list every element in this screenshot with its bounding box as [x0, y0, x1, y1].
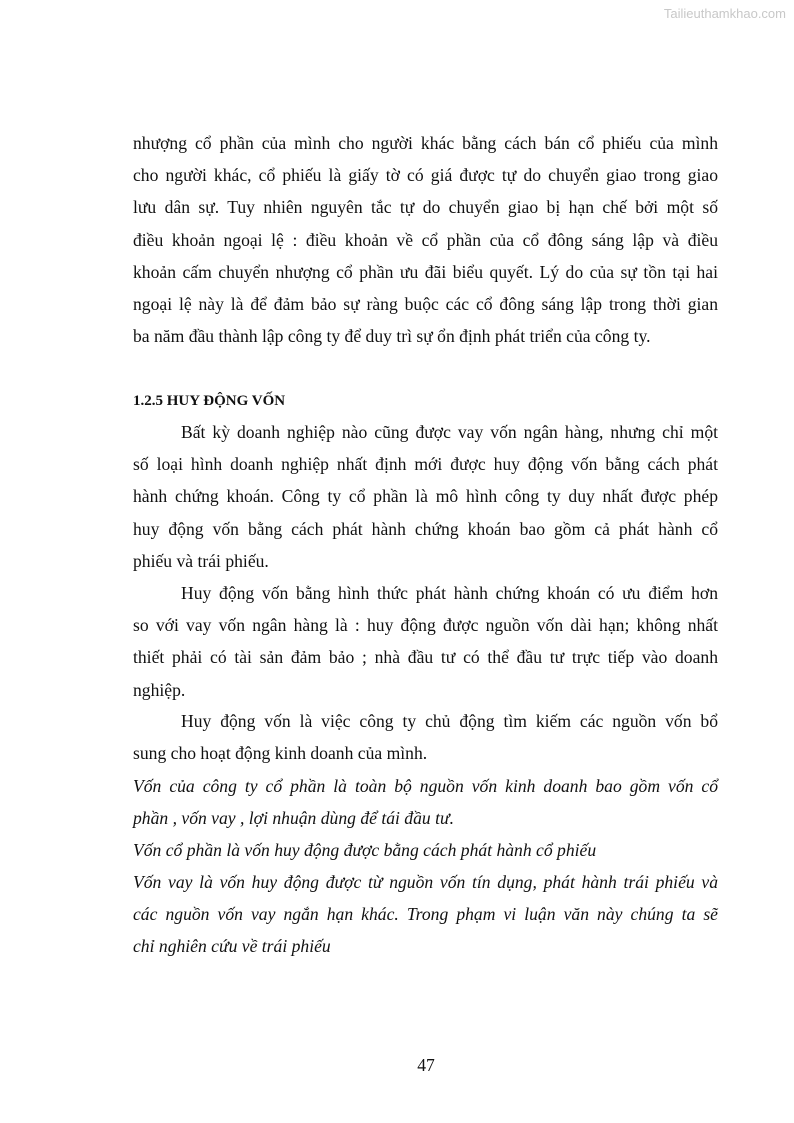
paragraph-line: Vốn vay là vốn huy động được từ nguồn vốn tín dụng, phát hành trái phiếu và: [133, 872, 718, 892]
paragraph-line: huy động vốn bằng cách phát hành chứng khoán bao gồm cả phát hành cổ: [133, 518, 718, 539]
paragraph-line: điều khoản ngoại lệ : điều khoản về cổ phần của cổ đông sáng lập và điều: [133, 229, 718, 250]
watermark: Tailieuthamkhao.com: [663, 6, 786, 21]
paragraph-line: Vốn cổ phần là vốn huy động được bằng cách phát hành cổ phiếu: [133, 840, 597, 860]
paragraph-line: Huy động vốn là việc công ty chủ động tìm kiếm các nguồn vốn bổ: [181, 711, 718, 731]
paragraph-line: nhượng cổ phần của mình cho người khác bằng cách bán cổ phiếu của mình: [133, 133, 718, 153]
paragraph-line: lưu dân sự. Tuy nhiên nguyên tắc tự do chuyển giao bị hạn chế bởi một số: [133, 197, 718, 218]
paragraph-line: phần , vốn vay , lợi nhuận dùng để tái đầu tư.: [133, 808, 454, 829]
paragraph-line: phiếu và trái phiếu.: [133, 550, 269, 571]
paragraph-line: so với vay vốn ngân hàng là : huy động được nguồn vốn dài hạn; không nhất: [133, 615, 718, 636]
paragraph-line: hành chứng khoán. Công ty cổ phần là mô hình công ty duy nhất được phép: [133, 486, 718, 507]
paragraph-line: ngoại lệ này là để đảm bảo sự ràng buộc các cổ đông sáng lập trong thời gian: [133, 294, 718, 314]
paragraph-line: nghiệp.: [133, 679, 186, 700]
paragraph-line: Huy động vốn bằng hình thức phát hành chứng khoán có ưu điểm hơn: [181, 583, 718, 603]
section-heading: 1.2.5 HUY ĐỘNG VỐN: [133, 393, 286, 409]
paragraph-line: các nguồn vốn vay ngắn hạn khác. Trong phạm vi luận văn này chúng ta sẽ: [133, 904, 718, 925]
paragraph-line: thiết phải có tài sản đảm bảo ; nhà đầu tư có thể đầu tư trực tiếp vào doanh: [133, 647, 718, 668]
paragraph-line: Bất kỳ doanh nghiệp nào cũng được vay vốn ngân hàng, nhưng chỉ một: [181, 422, 718, 442]
paragraph-line: Vốn của công ty cổ phần là toàn bộ nguồn vốn kinh doanh bao gồm vốn cổ: [133, 776, 718, 796]
paragraph-line: số loại hình doanh nghiệp nhất định mới được huy động vốn bằng cách phát: [133, 454, 718, 475]
paragraph-line: ba năm đầu thành lập công ty để duy trì sự ổn định phát triển của công ty.: [133, 326, 651, 347]
paragraph-line: cho người khác, cổ phiếu là giấy tờ có giá được tự do chuyển giao trong giao: [133, 165, 718, 186]
page-number: 47: [417, 1055, 435, 1075]
paragraph-line: khoản cấm chuyển nhượng cổ phần ưu đãi biểu quyết. Lý do của sự tồn tại hai: [133, 261, 718, 282]
paragraph-line: sung cho hoạt động kinh doanh của mình.: [133, 743, 428, 764]
paragraph-line: chỉ nghiên cứu về trái phiếu: [133, 936, 331, 957]
